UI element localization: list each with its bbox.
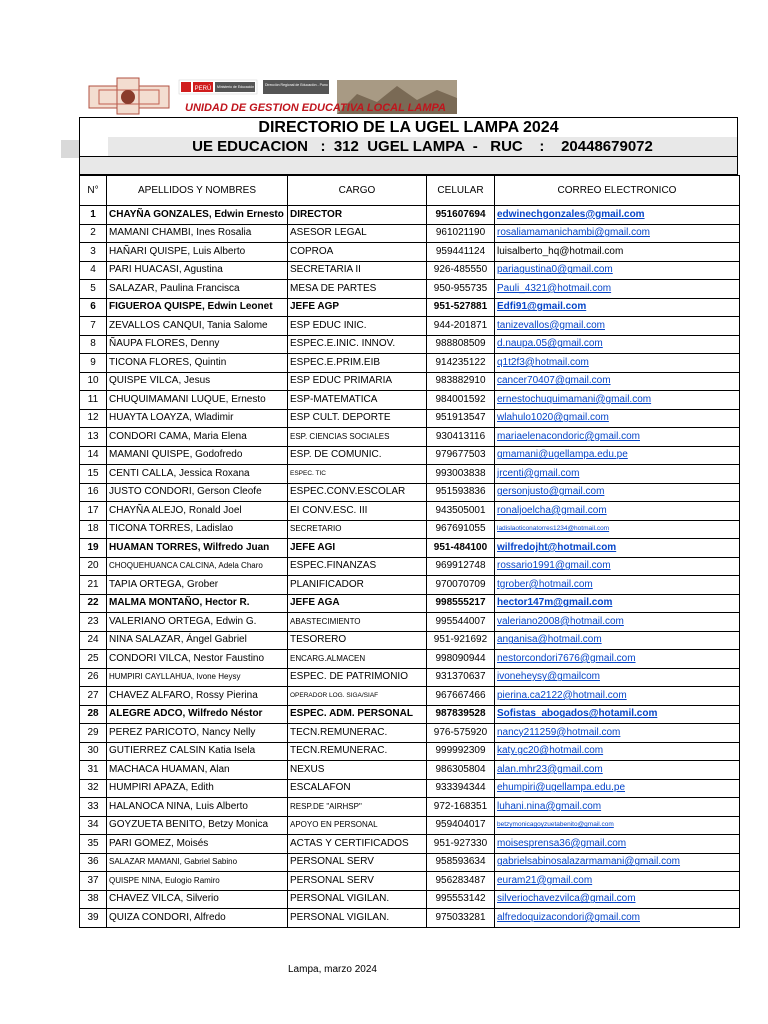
position: ESP CULT. DEPORTE [288,409,427,428]
table-row [80,335,740,354]
position: ESPEC. TIC [288,465,427,484]
table-row [80,687,740,706]
phone-number: 951593836 [427,483,495,502]
table-row [80,372,740,391]
email-link[interactable]: pariagustina0@gmail.com [495,261,740,280]
table-row [80,502,740,521]
position: SECRETARIO [288,520,427,539]
person-name: CHAYÑA GONZALES, Edwin Ernesto [107,206,288,225]
row-number: 26 [80,668,107,687]
row-number: 19 [80,539,107,558]
phone-number: 967667466 [427,687,495,706]
email-link[interactable]: cancer70407@gmail.com [495,372,740,391]
person-name: QUIZA CONDORI, Alfredo [107,909,288,928]
table-row [80,835,740,854]
table-row [80,816,740,835]
row-number: 15 [80,465,107,484]
row-number: 21 [80,576,107,595]
phone-number: 951-527881 [427,298,495,317]
email-link[interactable]: nancy211259@hotmail.com [495,724,740,743]
title-box [79,117,738,157]
position: ESPEC.FINANZAS [288,557,427,576]
position: JEFE AGP [288,298,427,317]
phone-number: 993003838 [427,465,495,484]
position: PERSONAL SERV [288,872,427,891]
position: ESPEC.E.INIC. INNOV. [288,335,427,354]
person-name: FIGUEROA QUISPE, Edwin Leonet [107,298,288,317]
row-number: 30 [80,742,107,761]
margin-shading [61,140,79,158]
position: ESCALAFON [288,779,427,798]
person-name: HUMPIRI CAYLLAHUA, Ivone Heysy [107,668,288,687]
person-name: HUMPIRI APAZA, Edith [107,779,288,798]
phone-number: 967691055 [427,520,495,539]
phone-number: 958593634 [427,853,495,872]
person-name: VALERIANO ORTEGA, Edwin G. [107,613,288,632]
table-row [80,446,740,465]
position: TECN.REMUNERAC. [288,742,427,761]
phone-number: 951913547 [427,409,495,428]
position: DIRECTOR [288,206,427,225]
email-link[interactable]: wlahulo1020@gmail.com [495,409,740,428]
person-name: CHOQUEHUANCA CALCINA, Adela Charo [107,557,288,576]
phone-number: 931370637 [427,668,495,687]
position: ESPEC. DE PATRIMONIO [288,668,427,687]
position: OPERADOR LOG. SIGA/SIAF [288,687,427,706]
table-row [80,243,740,262]
table-row [80,798,740,817]
table-row [80,261,740,280]
position: ESP. DE COMUNIC. [288,446,427,465]
email-link[interactable]: hector147m@gmail.com [495,594,740,613]
phone-number: 995544007 [427,613,495,632]
row-number: 8 [80,335,107,354]
table-row [80,557,740,576]
person-name: MACHACA HUAMAN, Alan [107,761,288,780]
email-link[interactable]: ivoneheysy@gmailcom [495,668,740,687]
row-number: 31 [80,761,107,780]
row-number: 18 [80,520,107,539]
row-number: 7 [80,317,107,336]
row-number: 9 [80,354,107,373]
email-link[interactable]: q1t2f3@hotmail.com [495,354,740,373]
email-link[interactable]: anganisa@hotmail.com [495,631,740,650]
col-header-cargo: CARGO [288,176,427,206]
person-name: PARI GOMEZ, Moisés [107,835,288,854]
ue-ruc-line: UE EDUCACION : 312 UGEL LAMPA - RUC : 20448679072 [108,137,737,156]
position: EI CONV.ESC. III [288,502,427,521]
person-name: CONDORI CAMA, Maria Elena [107,428,288,447]
position: PERSONAL SERV [288,853,427,872]
email-link[interactable]: tgrober@hotmail.com [495,576,740,595]
row-number: 38 [80,890,107,909]
email-link[interactable]: Sofistas_abogados@hotamil.com [495,705,740,724]
col-header-name: APELLIDOS Y NOMBRES [107,176,288,206]
table-row [80,668,740,687]
email-link[interactable]: betzymonicagoyzuetabenito@gmail.com [495,816,740,835]
person-name: SALAZAR, Paulina Francisca [107,280,288,299]
email-link[interactable]: gmamani@ugellampa.edu.pe [495,446,740,465]
person-name: ZEVALLOS CANQUI, Tania Salome [107,317,288,336]
person-name: CHUQUIMAMANI LUQUE, Ernesto [107,391,288,410]
email-link[interactable]: Pauli_4321@hotmail.com [495,280,740,299]
phone-number: 914235122 [427,354,495,373]
person-name: PEREZ PARICOTO, Nancy Nelly [107,724,288,743]
position: ESPEC. ADM. PERSONAL [288,705,427,724]
phone-number: 999992309 [427,742,495,761]
svg-text:Ministerio de Educación: Ministerio de Educación [217,85,255,89]
email-link[interactable]: katy.gc20@hotmail.com [495,742,740,761]
phone-number: 983882910 [427,372,495,391]
person-name: SALAZAR MAMANI, Gabriel Sabino [107,853,288,872]
phone-number: 951-921692 [427,631,495,650]
phone-number: 998090944 [427,650,495,669]
email-link[interactable]: gabrielsabinosalazarmamani@gmail.com [495,853,740,872]
row-number: 29 [80,724,107,743]
phone-number: 988808509 [427,335,495,354]
row-number: 22 [80,594,107,613]
table-header [80,176,740,206]
position: ESP-MATEMATICA [288,391,427,410]
row-number: 23 [80,613,107,632]
phone-number: 950-955735 [427,280,495,299]
email-link[interactable]: d.naupa.05@gmail.com [495,335,740,354]
person-name: MALMA MONTAÑO, Hector R. [107,594,288,613]
table-row [80,779,740,798]
phone-number: 926-485550 [427,261,495,280]
row-number: 16 [80,483,107,502]
position: RESP.DE "AIRHSP" [288,798,427,817]
email-link[interactable]: ronaljoelcha@gmail.com [495,502,740,521]
person-name: CHAVEZ ALFARO, Rossy Pierina [107,687,288,706]
phone-number: 986305804 [427,761,495,780]
phone-number: 951-927330 [427,835,495,854]
position: APOYO EN PERSONAL [288,816,427,835]
row-number: 2 [80,224,107,243]
header-banner [87,76,460,116]
email-link[interactable]: nestorcondori7676@gmail.com [495,650,740,669]
table-row [80,391,740,410]
row-number: 32 [80,779,107,798]
phone-number: 976-575920 [427,724,495,743]
person-name: TICONA TORRES, Ladislao [107,520,288,539]
row-number: 35 [80,835,107,854]
email-link[interactable]: edwinechgonzales@gmail.com [495,206,740,225]
table-row [80,428,740,447]
phone-number: 956283487 [427,872,495,891]
table-row [80,631,740,650]
position: ESP. CIENCIAS SOCIALES [288,428,427,447]
table-row [80,539,740,558]
email-link[interactable]: rosaliamamanichambi@gmail.com [495,224,740,243]
table-row [80,298,740,317]
svg-text:PERÚ: PERÚ [194,86,212,92]
table-row [80,224,740,243]
phone-number: 959404017 [427,816,495,835]
person-name: TAPIA ORTEGA, Grober [107,576,288,595]
col-header-celular: CELULAR [427,176,495,206]
person-name: CHAVEZ VILCA, Silverio [107,890,288,909]
position: TESORERO [288,631,427,650]
row-number: 25 [80,650,107,669]
person-name: QUISPE VILCA, Jesus [107,372,288,391]
position: ENCARG.ALMACEN [288,650,427,669]
person-name: JUSTO CONDORI, Gerson Cleofe [107,483,288,502]
table-row [80,853,740,872]
email-link[interactable]: valeriano2008@hotmail.com [495,613,740,632]
table-row [80,409,740,428]
phone-number: 984001592 [427,391,495,410]
person-name: MAMANI CHAMBI, Ines Rosalia [107,224,288,243]
person-name: CHAYÑA ALEJO, Ronald Joel [107,502,288,521]
phone-number: 943505001 [427,502,495,521]
table-row [80,206,740,225]
person-name: ALEGRE ADCO, Wilfredo Néstor [107,705,288,724]
table-row [80,613,740,632]
table-row [80,520,740,539]
phone-number: 959441124 [427,243,495,262]
col-header-number: N° [80,176,107,206]
person-name: QUISPE NINA, Eulogio Ramiro [107,872,288,891]
phone-number: 933394344 [427,779,495,798]
row-number: 17 [80,502,107,521]
position: ESP EDUC PRIMARIA [288,372,427,391]
email-link[interactable]: mariaelenacondoric@gmail.com [495,428,740,447]
row-number: 6 [80,298,107,317]
email-link[interactable]: wilfredojht@hotmail.com [495,539,740,558]
email-link[interactable]: luisalberto_hq@hotmail.com [495,243,740,262]
row-number: 11 [80,391,107,410]
position: PLANIFICADOR [288,576,427,595]
row-number: 14 [80,446,107,465]
table-row [80,354,740,373]
table-row [80,483,740,502]
position: ASESOR LEGAL [288,224,427,243]
table-row [80,909,740,928]
row-number: 12 [80,409,107,428]
row-number: 20 [80,557,107,576]
position: TECN.REMUNERAC. [288,724,427,743]
table-row [80,317,740,336]
email-link[interactable]: silveriochavezvilca@gmail.com [495,890,740,909]
table-row [80,742,740,761]
person-name: PARI HUACASI, Agustina [107,261,288,280]
phone-number: 972-168351 [427,798,495,817]
row-number: 34 [80,816,107,835]
table-row [80,705,740,724]
spacer-row [79,157,738,175]
ugel-emblem-icon [89,78,169,114]
position: PERSONAL VIGILAN. [288,909,427,928]
phone-number: 944-201871 [427,317,495,336]
phone-number: 961021190 [427,224,495,243]
directory-table [79,175,740,928]
row-number: 24 [80,631,107,650]
svg-text:UNIDAD DE GESTION EDUCATIVA LO: UNIDAD DE GESTION EDUCATIVA LOCAL LAMPA [185,102,446,114]
person-name: HALANOCA NINA, Luis Alberto [107,798,288,817]
person-name: MAMANI QUISPE, Godofredo [107,446,288,465]
table-row [80,872,740,891]
row-number: 28 [80,705,107,724]
person-name: NINA SALAZAR, Ángel Gabriel [107,631,288,650]
phone-number: 995553142 [427,890,495,909]
phone-number: 969912748 [427,557,495,576]
row-number: 37 [80,872,107,891]
email-link[interactable]: euram21@gmail.com [495,872,740,891]
position: ESPEC.E.PRIM.EIB [288,354,427,373]
email-link[interactable]: Edfi91@gmail.com [495,298,740,317]
email-link[interactable]: alan.mhr23@gmail.com [495,761,740,780]
row-number: 27 [80,687,107,706]
email-link[interactable]: rossario1991@gmail.com [495,557,740,576]
row-number: 39 [80,909,107,928]
position: PERSONAL VIGILAN. [288,890,427,909]
email-link[interactable]: ehumpiri@ugellampa.edu.pe [495,779,740,798]
phone-number: 970070709 [427,576,495,595]
person-name: HUAYTA LOAYZA, Wladimir [107,409,288,428]
person-name: HUAMAN TORRES, Wilfredo Juan [107,539,288,558]
phone-number: 930413116 [427,428,495,447]
email-link[interactable]: ernestochuquimamani@gmail.com [495,391,740,410]
email-link[interactable]: moisesprensa36@gmail.com [495,835,740,854]
person-name: ÑAUPA FLORES, Denny [107,335,288,354]
person-name: HAÑARI QUISPE, Luis Alberto [107,243,288,262]
phone-number: 979677503 [427,446,495,465]
position: ESP EDUC INIC. [288,317,427,336]
phone-number: 951607694 [427,206,495,225]
email-link[interactable]: gersonjusto@gmail.com [495,483,740,502]
email-link[interactable]: tanizevallos@gmail.com [495,317,740,336]
position: JEFE AGI [288,539,427,558]
table-row [80,761,740,780]
phone-number: 987839528 [427,705,495,724]
table-row [80,890,740,909]
col-header-email: CORREO ELECTRONICO [495,176,740,206]
table-row [80,465,740,484]
position: JEFE AGA [288,594,427,613]
table-row [80,724,740,743]
peru-shield-icon [181,82,191,92]
phone-number: 975033281 [427,909,495,928]
person-name: CONDORI VILCA, Nestor Faustino [107,650,288,669]
person-name: CENTI CALLA, Jessica Roxana [107,465,288,484]
row-number: 36 [80,853,107,872]
position: COPROA [288,243,427,262]
email-link[interactable]: pierina.ca2122@hotmail.com [495,687,740,706]
table-row [80,280,740,299]
svg-text:Dirección Regional de Educació: Dirección Regional de Educación - Puno [265,83,328,87]
email-link[interactable]: ladislaoticonatorres1234@hotmail.com [495,520,740,539]
person-name: GUTIERREZ CALSIN Katia Isela [107,742,288,761]
row-number: 1 [80,206,107,225]
table-row [80,594,740,613]
person-name: GOYZUETA BENITO, Betzy Monica [107,816,288,835]
footer-date: Lampa, marzo 2024 [288,964,377,975]
email-link[interactable]: alfredoquizacondori@gmail.com [495,909,740,928]
row-number: 4 [80,261,107,280]
phone-number: 998555217 [427,594,495,613]
position: ABASTECIMIENTO [288,613,427,632]
row-number: 33 [80,798,107,817]
table-row [80,650,740,669]
position: SECRETARIA II [288,261,427,280]
email-link[interactable]: luhani.nina@gmail.com [495,798,740,817]
row-number: 13 [80,428,107,447]
table-row [80,576,740,595]
row-number: 3 [80,243,107,262]
row-number: 10 [80,372,107,391]
email-link[interactable]: jrcenti@gmail.com [495,465,740,484]
position: NEXUS [288,761,427,780]
person-name: TICONA FLORES, Quintin [107,354,288,373]
position: MESA DE PARTES [288,280,427,299]
row-number: 5 [80,280,107,299]
phone-number: 951-484100 [427,539,495,558]
page-title: DIRECTORIO DE LA UGEL LAMPA 2024 [258,119,559,136]
position: ACTAS Y CERTIFICADOS [288,835,427,854]
position: ESPEC.CONV.ESCOLAR [288,483,427,502]
